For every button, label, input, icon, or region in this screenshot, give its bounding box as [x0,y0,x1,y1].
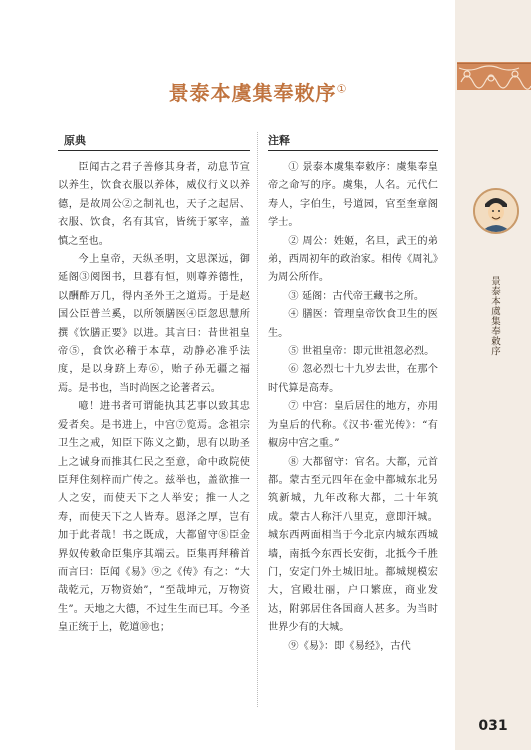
scholar-portrait-icon [473,188,519,234]
note-item: ⑦ 中宫：皇后居住的地方，亦用为皇后的代称。《汉书·霍光传》：“有椒房中宫之重。” [268,401,438,450]
column-divider [257,132,258,707]
original-paragraph: 臣闻古之君子善修其身者，动息节宣以养生，饮食衣服以养体，威仪行义以养德，是故周公②之制礼也，天子之起居、衣服、饮食，名有其官，皆统于冢宰，盖慎之至也。 [58,162,250,247]
cloud-scroll-pattern-icon [457,62,531,90]
side-section-label: 景泰本虞集奉敕序 [489,276,500,356]
title-note-marker: ① [336,82,348,96]
note-item: ③ 延阁：古代帝王藏书之所。 [288,290,425,302]
notes-heading: 注释 [268,132,438,151]
header-rule [457,63,531,64]
original-text-column [58,132,250,715]
page-title [118,77,398,106]
original-paragraph: 噫！进书者可谓能执其艺事以致其忠爱者矣。是书进上，中宫⑦览焉。念祖宗卫生之戒，知臣下陈义之勤，思有以助圣上之诚身而推其仁民之至意，命中政院使臣拜住刻梓而广传之。兹举也，盖欲推一人之安，而使天下之人举安；推一人之寿，而使天下之人皆寿。恩泽之厚，岂有加于此者哉！书之既成，大都留守⑧臣金界奴传敕命臣集序其端云。臣集再拜稽首而言曰：臣闻《易》⑨之《传》有之：“大哉乾元，万物资始”，“至哉坤元，万物资生”。天地之大德，不过生生而已耳。今圣皇正统于上，乾道⑩也； [58,401,250,634]
note-item: ⑧ 大都留守：官名。大都，元首都。蒙古至元四年在金中都城东北另筑新城，九年改称大都，二十年筑成。蒙古人称汗八里克，意即汗城。城东西两面相当于今北京内城东西城墙，南抵今东西长安街，北抵今千胜门，安定门外土城旧址。都城规模宏大，宫殿壮丽，户口繁庶，商业发达，附郭居住各国商人甚多。为当时世界少有的大城。 [268,456,438,634]
original-paragraph: 今上皇帝，天纵圣明，文思深远，御延阁③阅图书，旦暮有恒，则尊养德性，以酬酢万几，得内圣外王之道焉。于是赵国公臣普兰奚，以所领膳医④臣忽思慧所撰《饮膳正要》以进。其言曰：昔世祖皇帝⑤，食饮必稽于本草，动静必准乎法度，是以身跻上寿⑥，贻子孙无疆之福焉。是书也，当时尚医之论著者云。 [58,254,250,394]
notes-column [268,132,438,715]
note-item: ⑤ 世祖皇帝：即元世祖忽必烈。 [288,346,435,358]
note-item: ② 周公：姓姬，名旦，武王的弟弟，西周初年的政治家。相传《周礼》为周公所作。 [268,235,438,284]
note-item: ⑨《易》：即《易经》，古代 [288,640,411,652]
page-number: 031 [478,718,508,734]
original-text-heading: 原典 [58,132,250,151]
note-item: ① 景泰本虞集奉敕序：虞集奉皇帝之命写的序。虞集，人名。元代仁寿人，字伯生，号道园，官至奎章阁学士。 [268,162,438,229]
page-title-text: 景泰本虞集奉敕序 [168,81,337,105]
note-item: ④ 膳医：管理皇帝饮食卫生的医生。 [268,309,438,339]
side-band [455,0,531,750]
note-item: ⑥ 忽必烈七十九岁去世，在那个时代算是高寿。 [268,364,438,394]
decorative-header-bar [457,62,531,90]
